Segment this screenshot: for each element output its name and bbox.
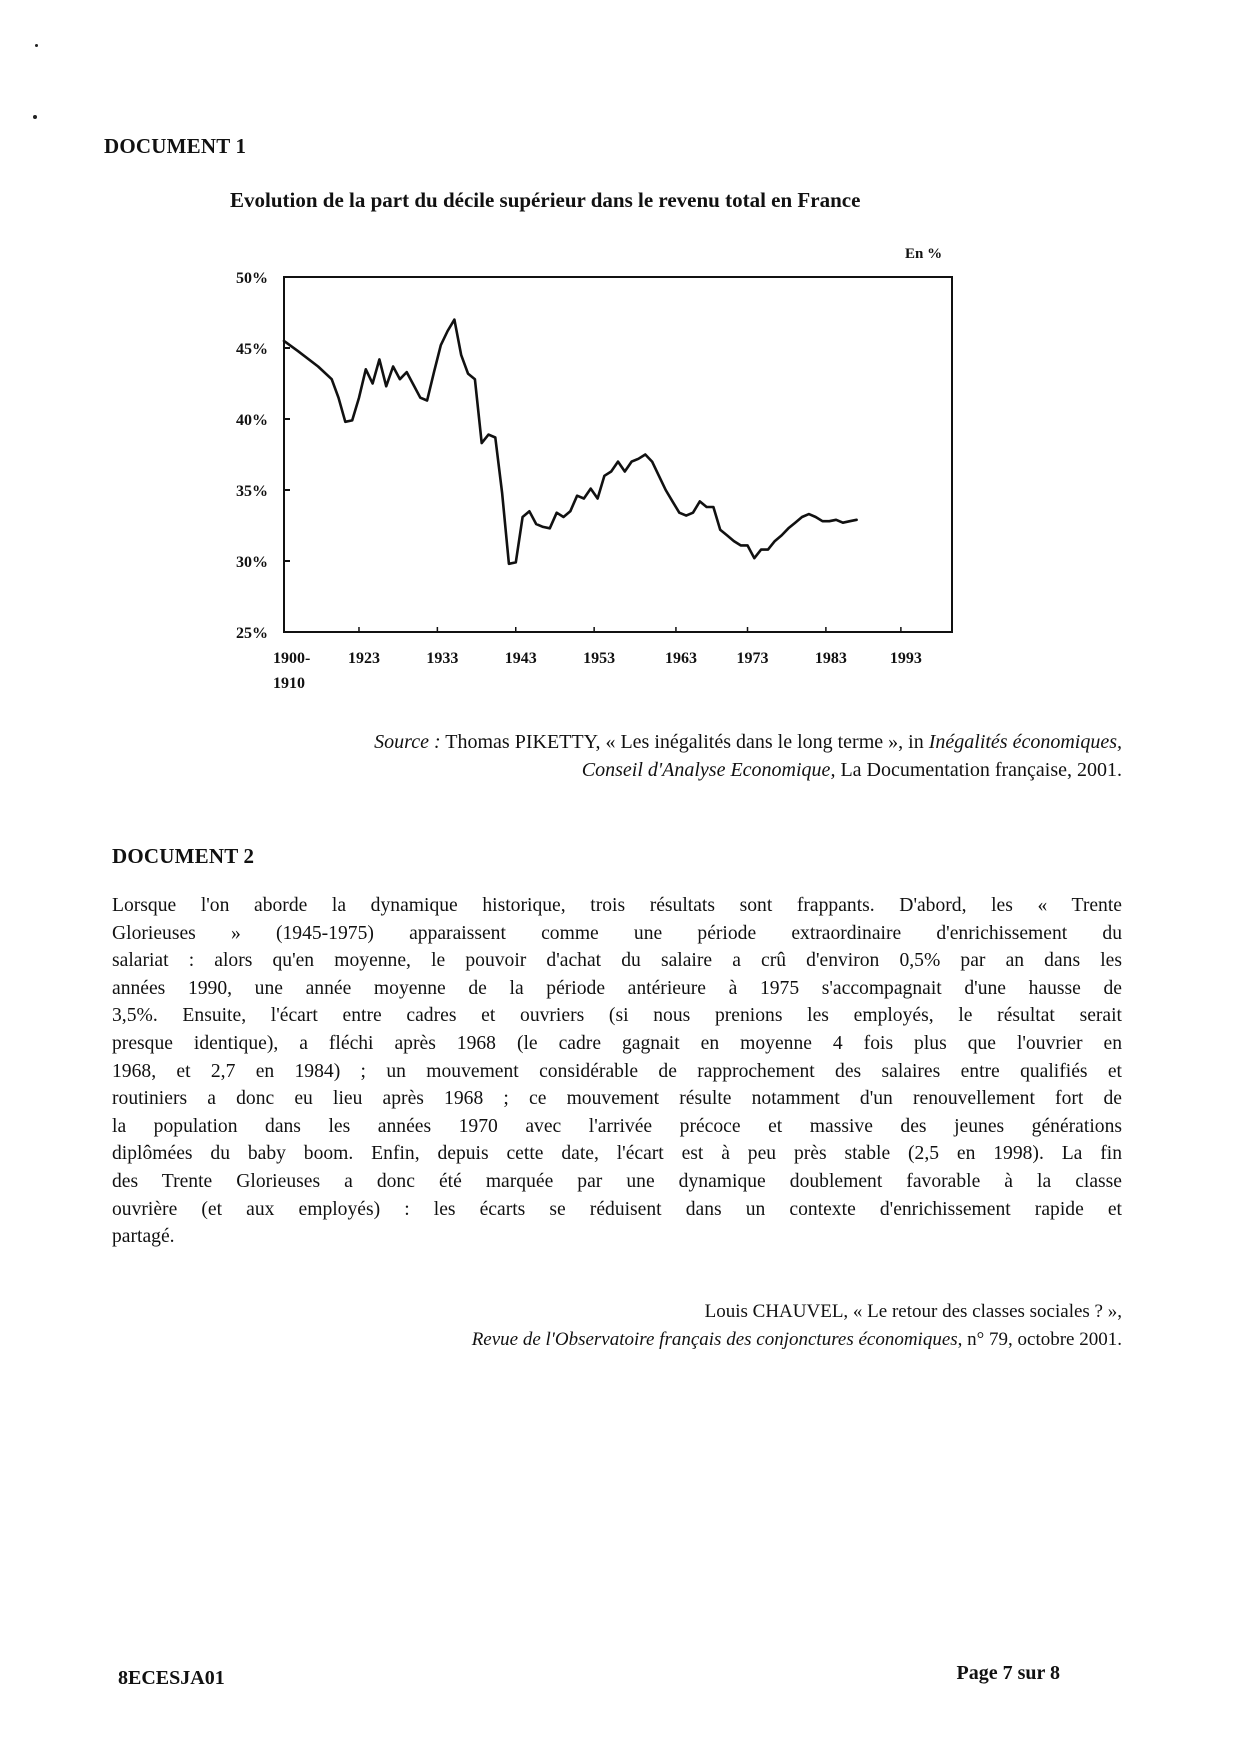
- text-line: presque identique), a fléchi après 1968 (le cadre gagnait en moyenne 4 fois plus que l'ouvrier en: [112, 1032, 1122, 1054]
- text-line: salariat : alors qu'en moyenne, le pouvoir d'achat du salaire a crû d'environ 0,5% par an dans les: [112, 950, 1122, 972]
- text-line: routiniers a donc eu lieu après 1968 ; ce mouvement résulte notamment d'un renouvellement fort de: [112, 1088, 1122, 1110]
- y-tick-label: 45%: [236, 341, 268, 358]
- scan-speck: [33, 115, 37, 119]
- text-line: ouvrière (et aux employés) : les écarts se réduisent dans un contexte d'enrichissement rapide et: [112, 1198, 1122, 1220]
- x-tick-label: 1900-: [273, 650, 311, 667]
- x-tick-label: 1983: [814, 650, 847, 667]
- citation-issue: , n° 79, octobre 2001.: [957, 1329, 1122, 1350]
- y-tick-label: 30%: [236, 554, 268, 571]
- scan-speck: [35, 44, 38, 47]
- chart-unit-label: En %: [905, 246, 943, 262]
- x-tick-label: 1953: [583, 650, 616, 667]
- y-tick-label: 25%: [236, 625, 268, 642]
- income-share-chart: [200, 265, 980, 715]
- text-line: années 1990, une année moyenne de la période antérieure à 1975 s'accompagnait d'une hausse de: [112, 977, 1122, 999]
- source-main: Thomas PIKETTY, « Les inégalités dans le long terme », in: [440, 731, 929, 753]
- x-tick-label: 1973: [736, 650, 769, 667]
- text-line: des Trente Glorieuses a donc été marquée par une dynamique doublement favorable à la classe: [112, 1170, 1122, 1192]
- document-2-heading: DOCUMENT 2: [112, 844, 255, 868]
- source-publication: Inégalités économiques,: [928, 731, 1122, 753]
- x-tick-label: 1933: [426, 650, 459, 667]
- document-1-heading: DOCUMENT 1: [104, 134, 247, 158]
- document-1-source: [160, 728, 1122, 784]
- x-tick-label: 1910: [273, 675, 305, 692]
- text-line: 1968, et 2,7 en 1984) ; un mouvement considérable de rapprochement des salaires entre qualifiés et: [112, 1060, 1122, 1082]
- y-tick-label: 50%: [236, 270, 268, 287]
- plot-frame: [284, 277, 952, 632]
- citation-journal: Revue de l'Observatoire français des conjonctures économiques: [471, 1329, 958, 1350]
- page-number: Page 7 sur 8: [956, 1662, 1060, 1684]
- series-line: [284, 320, 857, 564]
- citation-journal-line: [300, 1326, 1122, 1354]
- citation-author: Louis CHAUVEL, « Le retour des classes sociales ? »,: [704, 1301, 1122, 1322]
- x-tick-label: 1923: [347, 650, 380, 667]
- y-tick-label: 35%: [236, 483, 268, 500]
- text-line: partagé.: [112, 1226, 175, 1248]
- source-publisher: La Documentation française, 2001.: [835, 759, 1122, 781]
- chart-title: Evolution de la part du décile supérieur dans le revenu total en France: [230, 188, 861, 212]
- source-line-1: [160, 728, 1122, 756]
- source-label: Source :: [374, 731, 441, 753]
- document-2-citation: [300, 1298, 1122, 1354]
- text-line: Lorsque l'on aborde la dynamique historique, trois résultats sont frappants. D'abord, les « Trente: [112, 895, 1122, 916]
- x-tick-label: 1993: [889, 650, 922, 667]
- document-2-text: [112, 892, 1122, 1251]
- x-tick-label: 1963: [664, 650, 697, 667]
- exam-code: 8ECESJA01: [118, 1667, 225, 1689]
- source-publisher-italic: Conseil d'Analyse Economique,: [581, 759, 836, 781]
- text-line: la population dans les années 1970 avec l'arrivée précoce et massive des jeunes générations: [112, 1115, 1122, 1137]
- text-line: diplômées du baby boom. Enfin, depuis cette date, l'écart est à peu près stable (2,5 en 1998). La fin: [112, 1143, 1122, 1165]
- source-line-2: [160, 756, 1122, 784]
- y-tick-label: 40%: [236, 412, 268, 429]
- x-tick-label: 1943: [504, 650, 537, 667]
- text-line: Glorieuses » (1945-1975) apparaissent comme une période extraordinaire d'enrichissement du: [112, 922, 1122, 944]
- text-line: 3,5%. Ensuite, l'écart entre cadres et ouvriers (si nous prenions les employés, le résultat serait: [112, 1005, 1122, 1027]
